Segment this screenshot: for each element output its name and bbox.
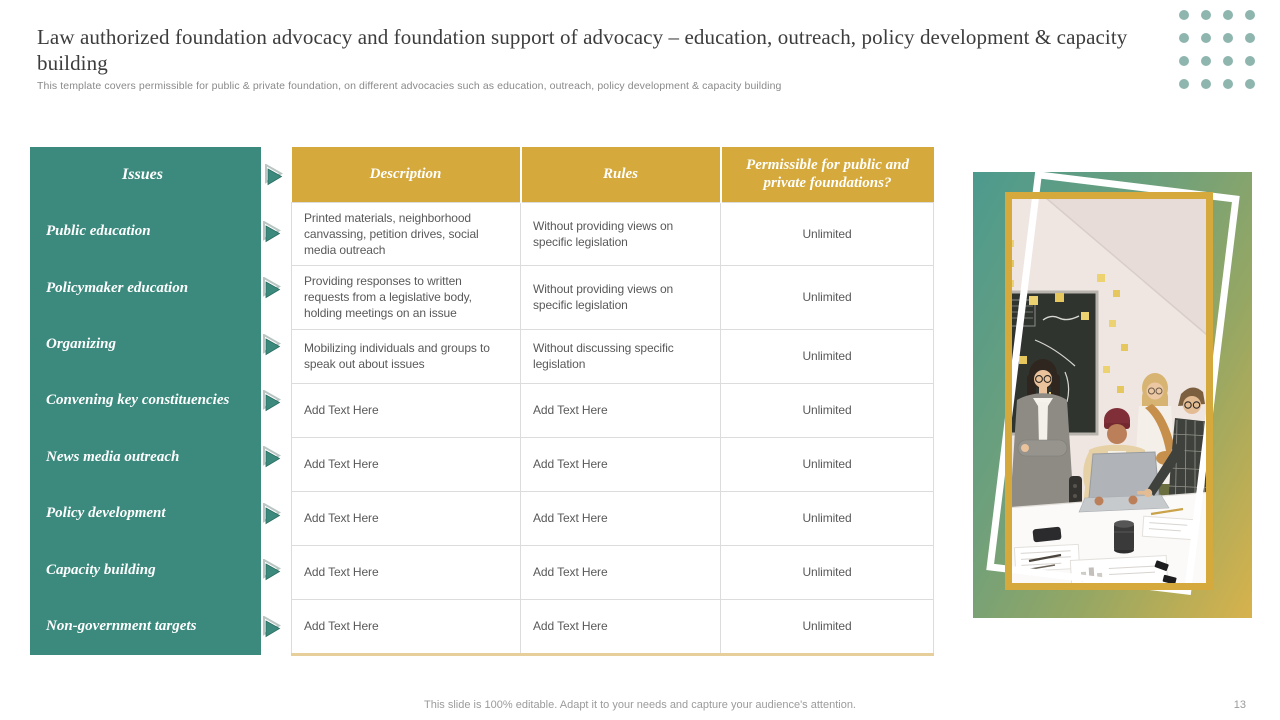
dot-grid-decoration	[1179, 10, 1255, 89]
issues-item-label: Public education	[46, 223, 151, 240]
footer-note: This slide is 100% editable. Adapt it to your needs and capture your audience's attention.	[424, 699, 856, 711]
arrow-right-icon	[262, 503, 282, 525]
table-header-row	[292, 147, 934, 202]
table-row	[292, 545, 934, 599]
arrow-right-icon	[262, 616, 282, 638]
cell-description-placeholder: Add Text Here	[292, 545, 521, 599]
dot-icon	[1201, 79, 1211, 89]
arrow-right-icon	[262, 446, 282, 468]
issues-panel-header	[30, 147, 261, 203]
dot-icon	[1223, 56, 1233, 66]
column-header-rules: Rules	[521, 147, 721, 202]
cell-permissible: Unlimited	[721, 202, 934, 265]
arrow-right-icon	[262, 334, 282, 356]
cell-rules-placeholder: Add Text Here	[521, 599, 721, 654]
dot-icon	[1223, 10, 1233, 20]
dot-icon	[1201, 56, 1211, 66]
dot-icon	[1245, 56, 1255, 66]
dot-icon	[1201, 10, 1211, 20]
arrow-right-icon	[262, 221, 282, 243]
dot-icon	[1179, 33, 1189, 43]
slide-subtitle: This template covers permissible for public & private foundation, on different advocacies such as education, outreach, policy development & capacity building	[37, 80, 782, 92]
cell-rules-placeholder: Add Text Here	[521, 383, 721, 437]
page-number: 13	[1233, 699, 1246, 711]
issues-item-label: Organizing	[46, 336, 117, 353]
dot-icon	[1179, 56, 1189, 66]
table-row	[292, 437, 934, 491]
issues-item-policy-development	[30, 486, 261, 542]
cell-description-placeholder: Add Text Here	[292, 383, 521, 437]
advocacy-table	[291, 147, 934, 656]
issues-item-label: Policymaker education	[46, 279, 189, 296]
arrow-right-icon	[262, 559, 282, 581]
table-row	[292, 265, 934, 329]
dot-icon	[1179, 79, 1189, 89]
cell-description: Printed materials, neighborhood canvassing, petition drives, social media outreach	[292, 202, 521, 265]
cell-permissible: Unlimited	[721, 437, 934, 491]
slide-header	[37, 24, 1172, 92]
cell-rules: Without providing views on specific legislation	[521, 265, 721, 329]
cell-rules-placeholder: Add Text Here	[521, 491, 721, 545]
table-row	[292, 202, 934, 265]
cell-rules-placeholder: Add Text Here	[521, 545, 721, 599]
dot-icon	[1179, 10, 1189, 20]
dot-icon	[1245, 33, 1255, 43]
table-row	[292, 491, 934, 545]
cell-description: Providing responses to written requests from a legislative body, holding meetings on an issue	[292, 265, 521, 329]
photo-panel	[973, 172, 1252, 618]
cell-permissible: Unlimited	[721, 491, 934, 545]
cell-description: Mobilizing individuals and groups to speak out about issues	[292, 329, 521, 383]
issues-item-label: News media outreach	[46, 448, 180, 465]
cell-permissible: Unlimited	[721, 599, 934, 654]
arrow-right-icon	[262, 277, 282, 299]
issues-item-capacity-building	[30, 542, 261, 598]
cell-description-placeholder: Add Text Here	[292, 437, 521, 491]
issues-header-label: Issues	[122, 166, 163, 184]
dot-icon	[1223, 79, 1233, 89]
cell-description-placeholder: Add Text Here	[292, 599, 521, 654]
issues-item-label: Capacity building	[46, 561, 156, 578]
issues-panel	[30, 147, 261, 655]
arrow-right-icon	[262, 390, 282, 412]
gold-photo-frame	[1005, 192, 1213, 590]
dot-icon	[1245, 79, 1255, 89]
issues-item-label: Policy development	[46, 505, 166, 522]
cell-permissible: Unlimited	[721, 329, 934, 383]
issues-item-organizing	[30, 316, 261, 372]
dot-icon	[1201, 33, 1211, 43]
issues-item-label: Convening key constituencies	[46, 392, 230, 409]
issues-item-news-media-outreach	[30, 429, 261, 485]
arrow-right-icon	[264, 164, 284, 186]
issues-item-convening-key-constituencies	[30, 373, 261, 429]
cell-permissible: Unlimited	[721, 383, 934, 437]
dot-icon	[1223, 33, 1233, 43]
cell-rules-placeholder: Add Text Here	[521, 437, 721, 491]
dot-icon	[1245, 10, 1255, 20]
issues-item-label: Non-government targets	[46, 618, 197, 635]
issues-item-policymaker-education	[30, 260, 261, 316]
cell-description-placeholder: Add Text Here	[292, 491, 521, 545]
cell-permissible: Unlimited	[721, 545, 934, 599]
column-header-description: Description	[292, 147, 521, 202]
cell-rules: Without providing views on specific legislation	[521, 202, 721, 265]
cell-permissible: Unlimited	[721, 265, 934, 329]
slide-title: Law authorized foundation advocacy and foundation support of advocacy – education, outreach, policy development & capacity building	[37, 25, 1128, 75]
table-row	[292, 383, 934, 437]
column-header-permissible: Permissible for public and private foundations?	[721, 147, 934, 202]
cell-rules: Without discussing specific legislation	[521, 329, 721, 383]
issues-item-non-government-targets	[30, 599, 261, 655]
table-row	[292, 599, 934, 654]
issues-item-public-education	[30, 203, 261, 259]
table-row	[292, 329, 934, 383]
